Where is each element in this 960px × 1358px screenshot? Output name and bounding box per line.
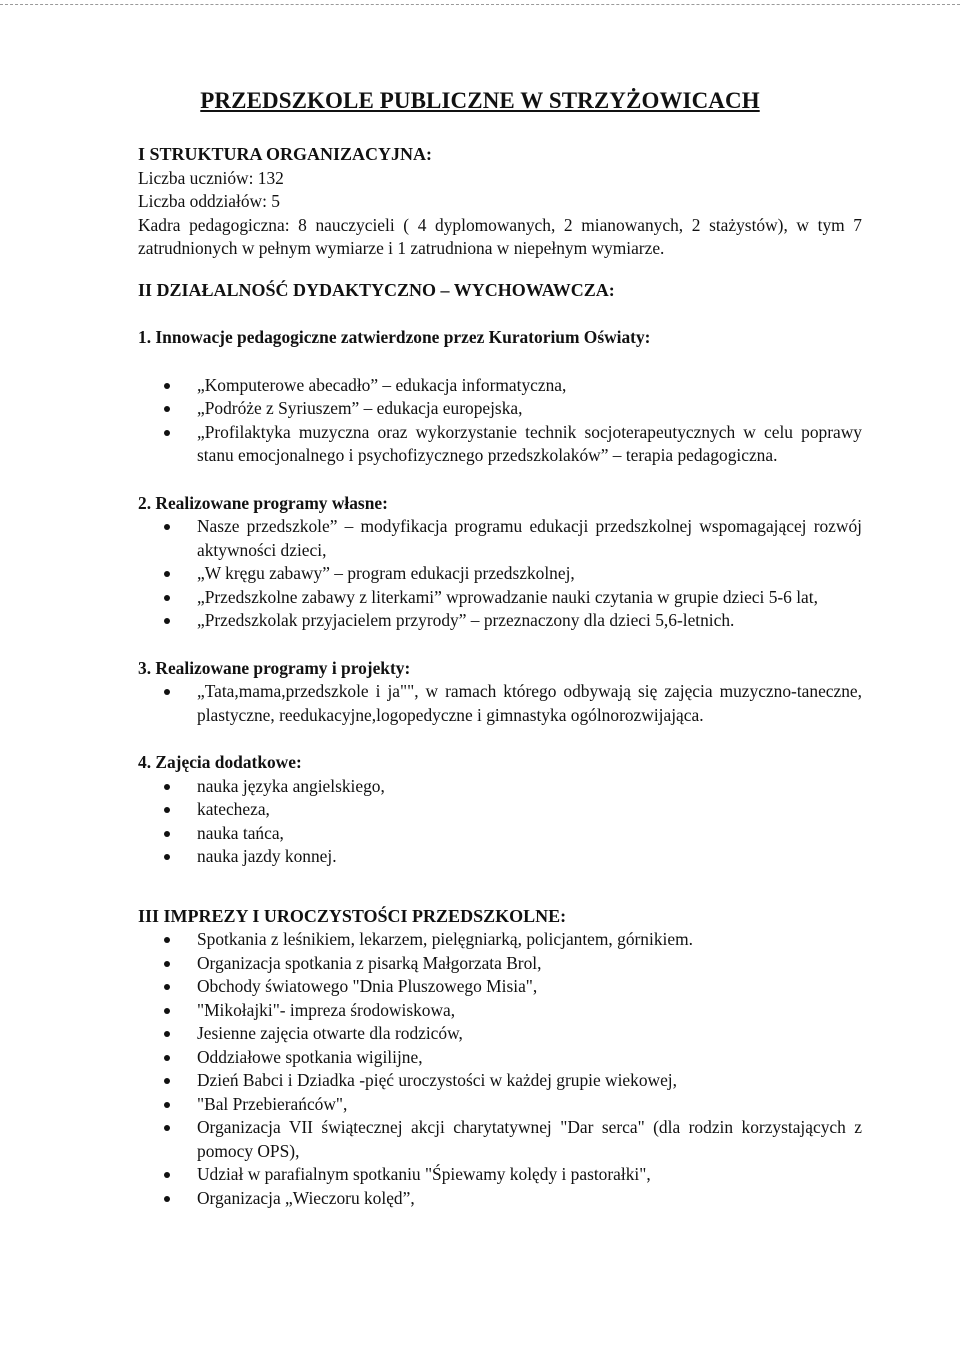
- pupil-count: Liczba uczniów: 132: [138, 167, 284, 188]
- bullet-icon: [164, 524, 170, 530]
- section-3-heading: III IMPREZY I UROCZYSTOŚCI PRZEDSZKOLNE:: [138, 905, 567, 926]
- bullet-icon: [164, 784, 170, 790]
- list-item: Organizacja VII świątecznej akcji charytatywnej "Dar serca" (dla rodzin korzystających z pomocy OPS),: [138, 1116, 862, 1163]
- extra-activities-list: [138, 775, 862, 869]
- list-item: „Przedszkolne zabawy z literkami” wprowadzanie nauki czytania w grupie dzieci 5-6 lat,: [138, 586, 862, 610]
- projects-list: [138, 680, 862, 727]
- bullet-icon: [164, 961, 170, 967]
- list-item: Udział w parafialnym spotkaniu "Śpiewamy kolędy i pastorałki",: [138, 1163, 862, 1187]
- list-item: Dzień Babci i Dziadka -pięć uroczystości w każdej grupie wiekowej,: [138, 1069, 862, 1093]
- list-item: katecheza,: [138, 798, 862, 822]
- list-item: Organizacja spotkania z pisarką Małgorzata Brol,: [138, 952, 862, 976]
- scan-edge-line: [0, 4, 960, 5]
- list-item: nauka tańca,: [138, 822, 862, 846]
- list-item: „Komputerowe abecadło” – edukacja informatyczna,: [138, 374, 862, 398]
- bullet-icon: [164, 571, 170, 577]
- bullet-icon: [164, 1008, 170, 1014]
- events-list: [138, 928, 862, 1210]
- bullet-icon: [164, 430, 170, 436]
- list-item: Jesienne zajęcia otwarte dla rodziców,: [138, 1022, 862, 1046]
- subsection-2-heading: 2. Realizowane programy własne:: [138, 492, 388, 513]
- list-item: nauka jazdy konnej.: [138, 845, 862, 869]
- bullet-icon: [164, 937, 170, 943]
- list-item: Nasze przedszkole” – modyfikacja programu edukacji przedszkolnej wspomagającej rozwój aktywności dzieci,: [138, 515, 862, 562]
- bullet-icon: [164, 807, 170, 813]
- subsection-1-heading: 1. Innowacje pedagogiczne zatwierdzone przez Kuratorium Oświaty:: [138, 327, 651, 347]
- subsection-4-heading: 4. Zajęcia dodatkowe:: [138, 752, 302, 772]
- unit-count: Liczba oddziałów: 5: [138, 191, 280, 211]
- bullet-icon: [164, 1102, 170, 1108]
- innovations-list: [138, 374, 862, 468]
- list-item: „Przedszkolak przyjacielem przyrody” – przeznaczony dla dzieci 5,6-letnich.: [138, 609, 862, 633]
- own-programs-list: [138, 515, 862, 633]
- bullet-icon: [164, 854, 170, 860]
- bullet-icon: [164, 689, 170, 695]
- list-item: Spotkania z leśnikiem, lekarzem, pielęgniarką, policjantem, górnikiem.: [138, 928, 862, 952]
- bullet-icon: [164, 984, 170, 990]
- bullet-icon: [164, 1125, 170, 1131]
- list-item: "Bal Przebierańców",: [138, 1093, 862, 1117]
- bullet-icon: [164, 1196, 170, 1202]
- document-title: PRZEDSZKOLE PUBLICZNE W STRZYŻOWICACH: [200, 88, 760, 113]
- bullet-icon: [164, 406, 170, 412]
- list-item: „W kręgu zabawy” – program edukacji przedszkolnej,: [138, 562, 862, 586]
- list-item: „Profilaktyka muzyczna oraz wykorzystanie technik socjoterapeutycznych w celu poprawy stanu emocjonalnego i psychofizycznego przedszkolaków” – terapia pedagogiczna.: [138, 421, 862, 468]
- staff-description: Kadra pedagogiczna: 8 nauczycieli ( 4 dyplomowanych, 2 mianowanych, 2 stażystów), w tym 7 zatrudnionych w pełnym wymiarze i 1 zatrudniona w niepełnym wymiarze.: [138, 214, 862, 258]
- bullet-icon: [164, 618, 170, 624]
- bullet-icon: [164, 1172, 170, 1178]
- list-item: Oddziałowe spotkania wigilijne,: [138, 1046, 862, 1070]
- bullet-icon: [164, 383, 170, 389]
- bullet-icon: [164, 1078, 170, 1084]
- subsection-3-heading: 3. Realizowane programy i projekty:: [138, 657, 411, 678]
- list-item: Obchody światowego "Dnia Pluszowego Misia",: [138, 975, 862, 999]
- bullet-icon: [164, 1055, 170, 1061]
- list-item: Organizacja „Wieczoru kolęd”,: [138, 1187, 862, 1211]
- document-body: [138, 143, 862, 1210]
- section-2-heading: II DZIAŁALNOŚĆ DYDAKTYCZNO – WYCHOWAWCZA:: [138, 279, 615, 300]
- list-item: "Mikołajki"- impreza środowiskowa,: [138, 999, 862, 1023]
- bullet-icon: [164, 831, 170, 837]
- list-item: „Podróże z Syriuszem” – edukacja europejska,: [138, 397, 862, 421]
- bullet-icon: [164, 1031, 170, 1037]
- list-item: nauka języka angielskiego,: [138, 775, 862, 799]
- list-item: „Tata,mama,przedszkole i ja"", w ramach którego odbywają się zajęcia muzyczno-taneczne, plastyczne, reedukacyjne,logopedyczne i gimnastyka ogólnorozwijająca.: [138, 680, 862, 727]
- section-1-heading: I STRUKTURA ORGANIZACYJNA:: [138, 144, 433, 164]
- bullet-icon: [164, 595, 170, 601]
